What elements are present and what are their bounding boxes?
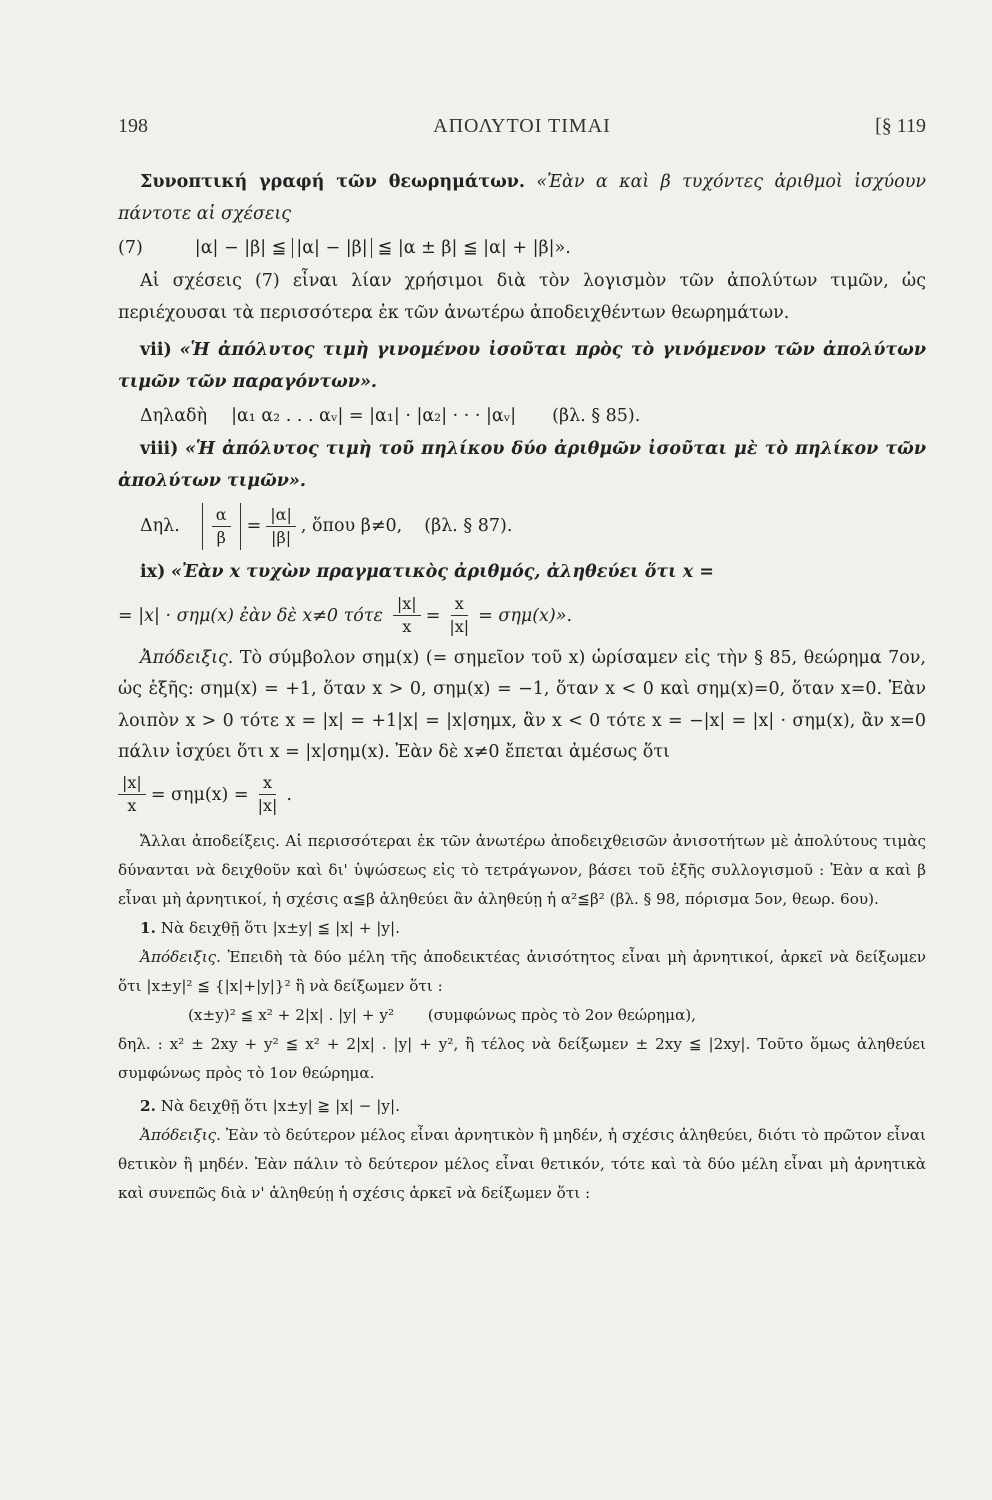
synopsis-intro: «Ἐὰν α καὶ β τυχόντες ἀριθμοὶ ἰσχύουν πάντοτε αἱ σχέσεις bbox=[118, 172, 926, 224]
eq-part2: |α| − |β| bbox=[292, 238, 371, 258]
exercise-1-title-text: Νὰ δειχθῇ ὅτι |x±y| ≦ |x| + |y|. bbox=[160, 918, 400, 937]
theorem-ix-statement bbox=[118, 557, 926, 589]
theorem-ix-final-formula bbox=[118, 769, 926, 821]
theorem-viii-ref: (βλ. § 87). bbox=[424, 516, 513, 536]
fraction-abs-x-over-x: $\frac{|x|}{x}$ bbox=[118, 773, 146, 816]
fraction-a-over-b: $\frac{\alpha}{\beta}$ bbox=[212, 505, 231, 548]
fraction-x-over-abs-x: $\frac{x}{|x|}$ bbox=[257, 773, 278, 815]
proof-text: Ἐπειδὴ τὰ δύο μέλη τῆς ἀποδεικτέας ἀνισότητος εἶναι μὴ ἀρνητικοί, ἀρκεῖ νὰ δείξωμεν ὅτι |x±y|² ≦ {|x|+|y|}² ἢ νὰ δείξωμεν ὅτι : bbox=[118, 947, 927, 995]
theorem-ix-formula-row bbox=[118, 589, 926, 643]
other-proofs-heading: Ἄλλαι ἀποδείξεις. bbox=[140, 831, 280, 850]
theorem-viii-statement bbox=[118, 434, 926, 497]
page bbox=[118, 105, 926, 1208]
theorem-viii-label: viii) bbox=[140, 439, 179, 459]
proof-label: Ἀπόδειξις. bbox=[140, 647, 234, 668]
theorem-ix-line1: «Ἐὰν x τυχὼν πραγματικὸς ἀριθμός, ἀληθεύει ὅτι x = bbox=[170, 562, 714, 582]
theorem-viii-formula-row bbox=[118, 497, 926, 555]
theorem-vii-text: «Ἡ ἀπόλυτος τιμὴ γινομένου ἰσοῦται πρὸς τὸ γινόμενον τῶν ἀπολύτων τιμῶν τῶν παραγόντων». bbox=[118, 340, 926, 392]
synopsis-heading: Συνοπτική γραφή τῶν θεωρημάτων. bbox=[140, 172, 526, 192]
exercise-2-title bbox=[118, 1092, 926, 1121]
synopsis-remark: Αἱ σχέσεις (7) εἶναι λίαν χρήσιμοι διὰ τὸν λογισμὸν τῶν ἀπολύτων τιμῶν, ὡς περιέχουσαι τὰ περισσότερα ἐκ τῶν ἀνωτέρω ἀποδειχθέντων θεωρημάτων. bbox=[118, 271, 926, 323]
equals-sign: = bbox=[246, 516, 262, 536]
fraction-abs-x-over-x: $\frac{|x|}{x}$ bbox=[393, 594, 421, 637]
proof-text: Τὸ σύμβολον σημ(x) (= σημεῖον τοῦ x) ὡρίσαμεν εἰς τὴν § 85, θεώρημα 7ον, ὡς ἑξῆς: σημ(x) = +1, ὅταν x > 0, σημ(x) = −1, ὅταν x < 0 καὶ σημ(x)=0, ὅταν x=0. Ἐὰν λοιπὸν x > 0 τότε x = |x| = +1|x| = |x|σημx, ἂν x < 0 τότε x = −|x| = |x| · σημ(x), ἂν x=0 πάλιν ἰσχύει ὅτι x = |x|σημ(x). Ἐὰν δὲ x≠0 ἔπεται ἀμέσως ὅτι bbox=[118, 647, 926, 762]
exercise-2-label: 2. bbox=[140, 1096, 156, 1115]
running-title: ΑΠΟΛΥΤΟΙ ΤΙΜΑΙ bbox=[433, 115, 611, 137]
synopsis-paragraph bbox=[118, 167, 926, 230]
running-header bbox=[118, 105, 926, 145]
section-ref: [§ 119 bbox=[875, 115, 926, 137]
proof-label: Ἀπόδειξις. bbox=[140, 947, 221, 966]
eq-label: (7) bbox=[118, 238, 143, 258]
final-end: . bbox=[286, 784, 292, 805]
theorem-vii-label: vii) bbox=[140, 340, 172, 360]
theorem-ix-start: = |x| · σημ(x) ἐὰν δὲ x≠0 τότε bbox=[118, 605, 383, 626]
exercise-1-proof bbox=[118, 943, 926, 1001]
exercise-1-formula-line bbox=[118, 1001, 926, 1030]
formula-note: (συμφώνως πρὸς τὸ 2ον θεώρημα), bbox=[427, 1005, 696, 1024]
abs-fraction bbox=[202, 503, 241, 550]
eq-part1: |α| − |β| ≦ bbox=[194, 238, 287, 258]
theorem-ix-label: ix) bbox=[140, 562, 166, 582]
theorem-vii-statement bbox=[118, 335, 926, 398]
theorem-viii-lead: Δηλ. bbox=[140, 516, 180, 536]
exercise-1-continuation: δηλ. : x² ± 2xy + y² ≦ x² + 2|x| . |y| + y², ἢ τέλος νὰ δείξωμεν ± 2xy ≦ |2xy|. Τοῦτο ὅμως ἀληθεύει συμφώνως πρὸς τὸ 1ον θεώρημα. bbox=[118, 1034, 926, 1082]
other-proofs-paragraph bbox=[118, 827, 926, 914]
exercise-1-title bbox=[118, 914, 926, 943]
theorem-vii-lead: Δηλαδὴ bbox=[140, 406, 208, 426]
fraction-x-over-abs-x: $\frac{x}{|x|}$ bbox=[449, 594, 470, 636]
proof-text: Ἐὰν τὸ δεύτερον μέλος εἶναι ἀρνητικὸν ἢ μηδέν, ἡ σχέσις ἀληθεύει, διότι τὸ πρῶτον εἶναι θετικὸν ἢ μηδέν. Ἐὰν πάλιν τὸ δεύτερον μέλος εἶναι θετικόν, τότε καὶ τὰ δύο μέλη εἶναι μὴ ἀρνητικὰ καὶ συνεπῶς διὰ ν' ἀληθεύῃ ἡ σχέσις ἀρκεῖ νὰ δείξωμεν ὅτι : bbox=[118, 1125, 926, 1202]
equals-sign: = bbox=[425, 605, 441, 626]
theorem-viii-text: «Ἡ ἀπόλυτος τιμὴ τοῦ πηλίκου δύο ἀριθμῶν ἰσοῦται μὲ τὸ πηλίκον τῶν ἀπολύτων τιμῶν». bbox=[118, 439, 926, 491]
final-mid: = σημ(x) = bbox=[150, 784, 249, 805]
theorem-vii-formula: |α₁ α₂ . . . αᵥ| = |α₁| · |α₂| · · · |αᵥ| bbox=[231, 406, 517, 426]
proof-label: Ἀπόδειξις. bbox=[140, 1125, 221, 1144]
theorem-viii-condition: , ὅπου β≠0, bbox=[300, 516, 403, 536]
theorem-vii-formula-row bbox=[118, 398, 926, 434]
fraction-abs-a-over-abs-b: $\frac{|\alpha|}{|\beta|}$ bbox=[266, 505, 296, 548]
theorem-vii-ref: (βλ. § 85). bbox=[552, 406, 641, 426]
exercise-2-title-text: Νὰ δειχθῇ ὅτι |x±y| ≧ |x| − |y|. bbox=[160, 1096, 400, 1115]
other-proofs-text: Αἱ περισσότεραι ἐκ τῶν ἀνωτέρω ἀποδειχθεισῶν ἀνισοτήτων μὲ ἀπολύτους τιμὰς δύνανται νὰ δειχθοῦν καὶ δι' ὑψώσεως εἰς τὸ τετράγωνον, βάσει τοῦ ἑξῆς συλλογισμοῦ : Ἐὰν α καὶ β εἶναι μὴ ἀρνητικοί, ἡ σχέσις α≦β ἀληθεύει ἂν ἀληθεύῃ ἡ α²≦β² (βλ. § 98, πόρισμα 5ον, θεωρ. 6ου). bbox=[118, 831, 926, 908]
inequality-7 bbox=[118, 230, 926, 266]
eq-part3: ≦ |α ± β| ≦ |α| + |β|». bbox=[377, 238, 571, 258]
theorem-ix-proof bbox=[118, 643, 926, 769]
exercise-1-label: 1. bbox=[140, 918, 156, 937]
theorem-ix-end: = σημ(x)». bbox=[478, 605, 573, 626]
page-number: 198 bbox=[118, 115, 148, 137]
exercise-2-proof bbox=[118, 1121, 926, 1208]
formula: (x±y)² ≦ x² + 2|x| . |y| + y² bbox=[188, 1005, 395, 1024]
